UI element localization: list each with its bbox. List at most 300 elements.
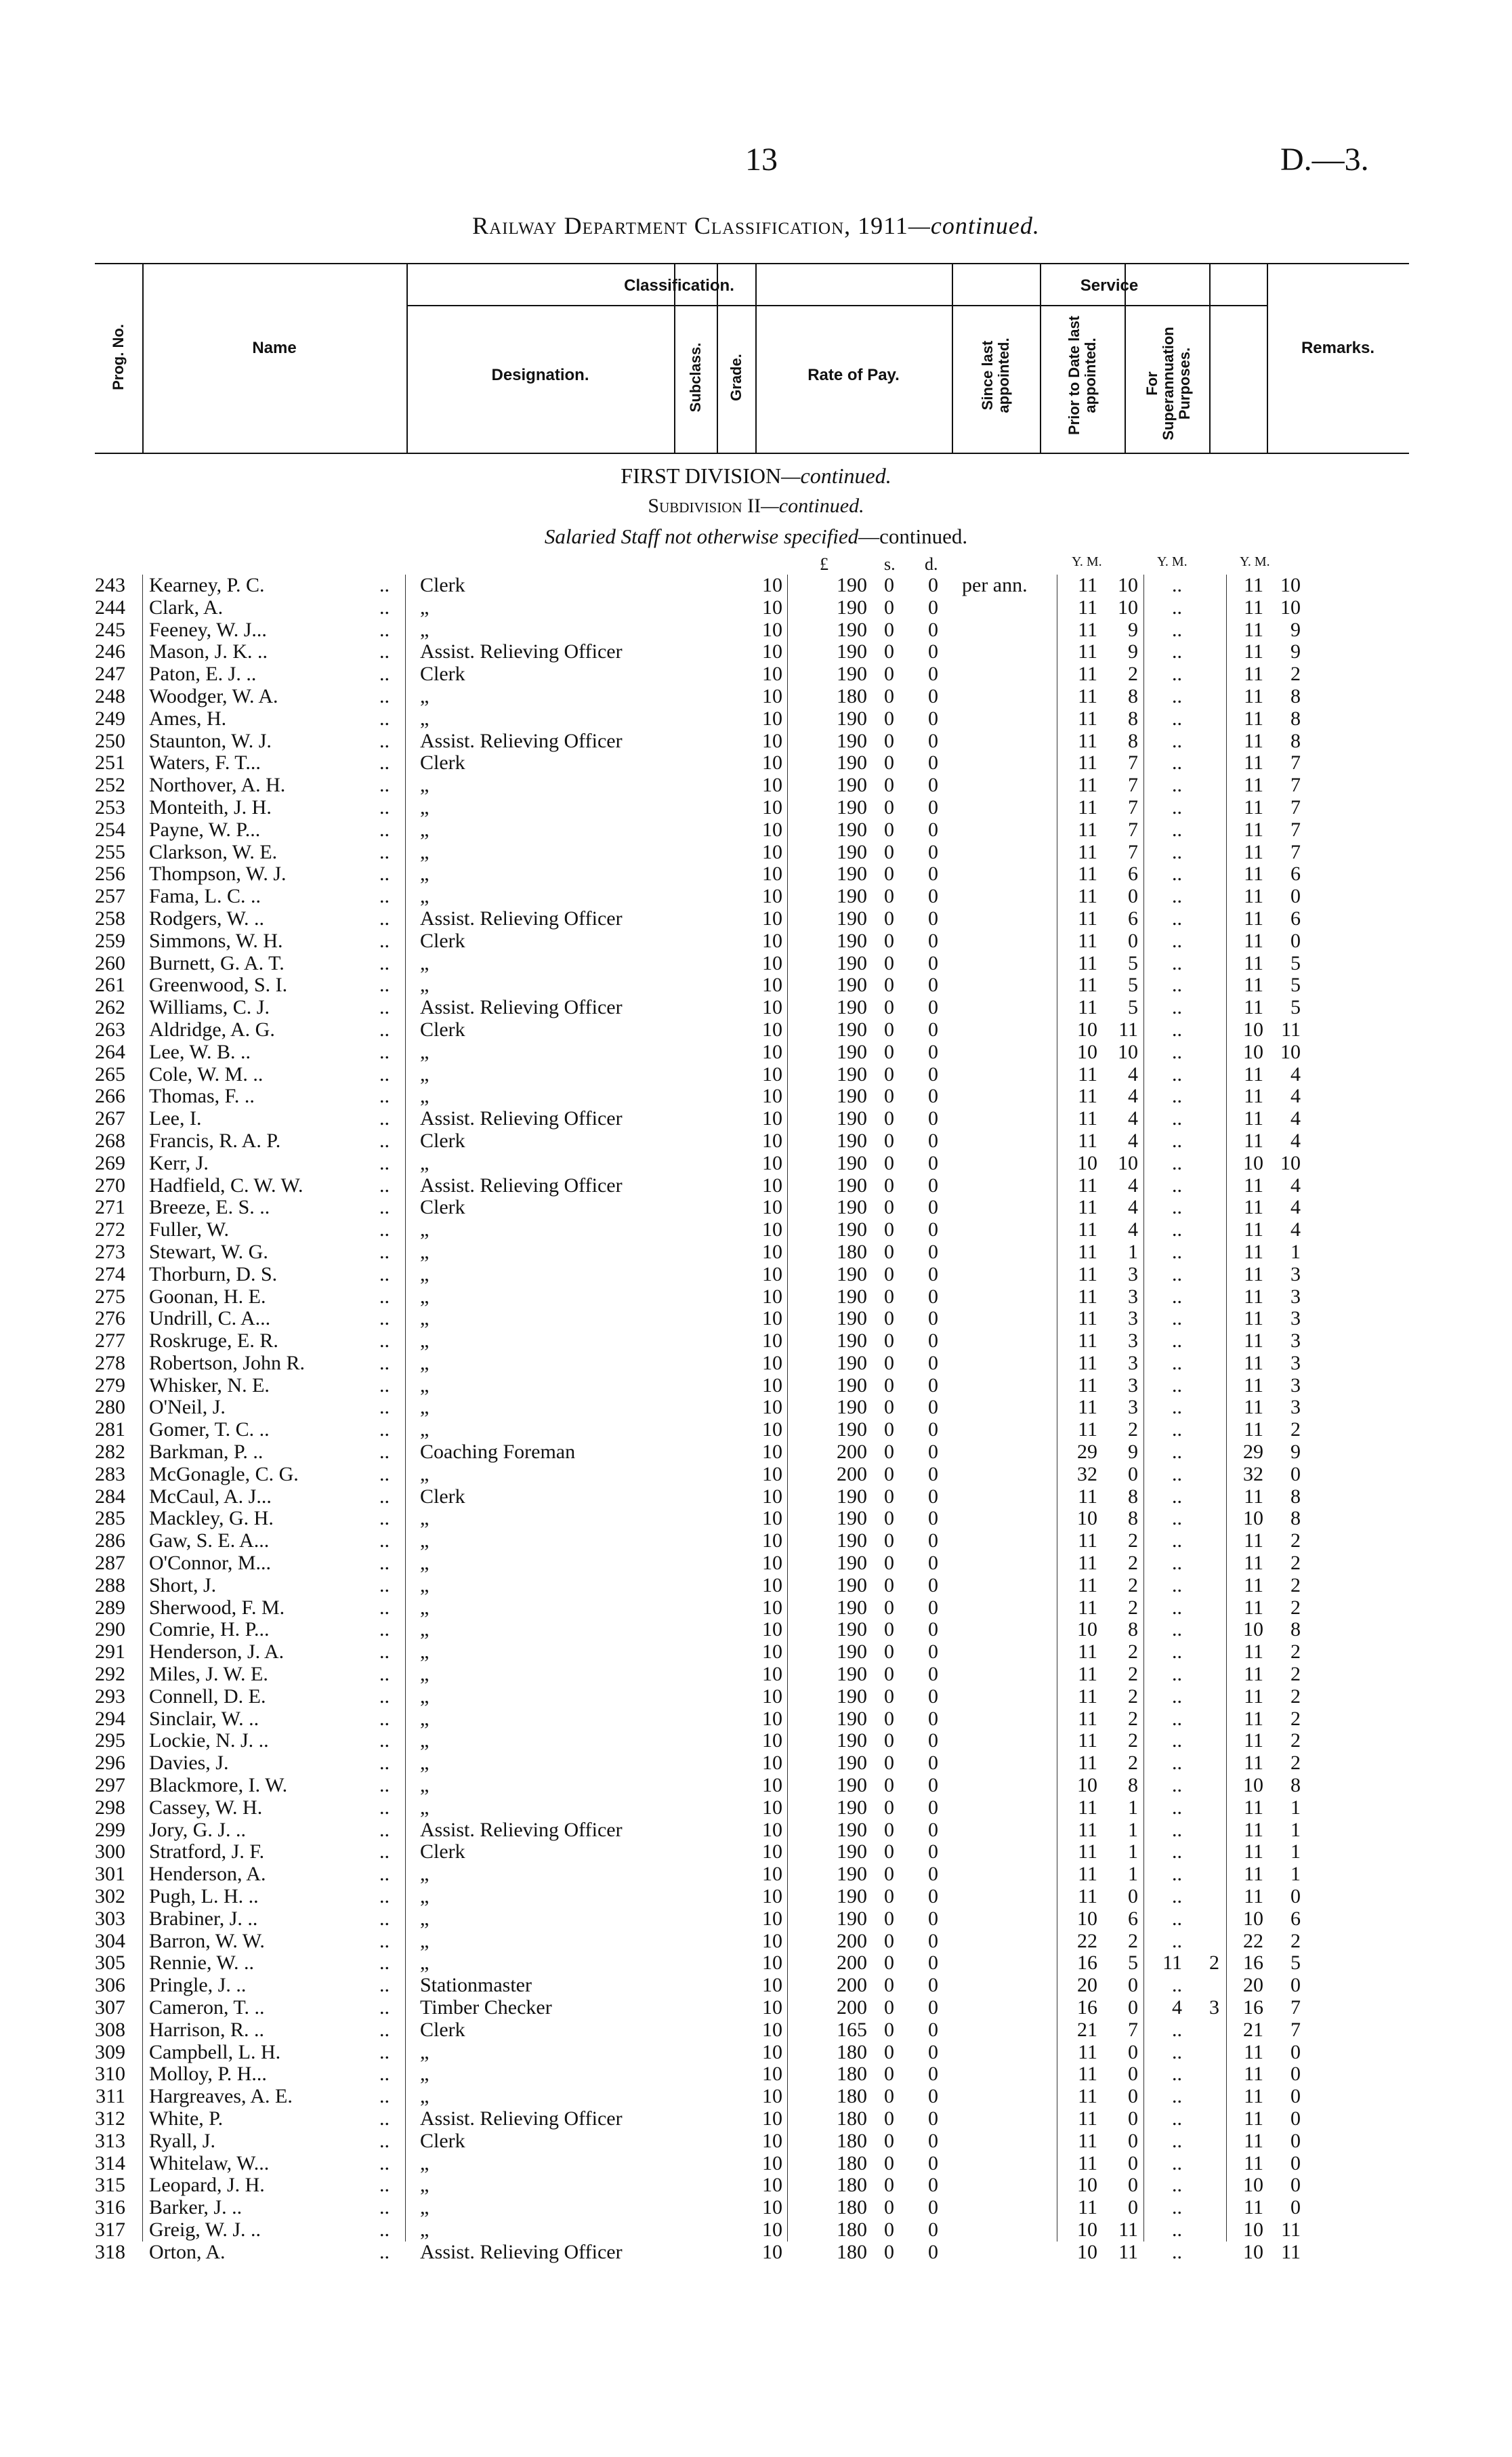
table-row xyxy=(88,1353,1389,1375)
staff-name: Thorburn, D. S. xyxy=(149,1262,278,1285)
designation: „ xyxy=(420,863,429,886)
leader-dots: .. xyxy=(379,640,390,663)
pay-pounds: 190 xyxy=(837,1374,867,1397)
prior-years: .. xyxy=(1172,2018,1182,2041)
pay-pence: 0 xyxy=(928,1552,938,1575)
super-months: 11 xyxy=(1281,2218,1301,2241)
super-months: 11 xyxy=(1281,2240,1301,2263)
unit-ym-since: Y. M. xyxy=(1072,554,1102,569)
leader-dots: .. xyxy=(379,2040,390,2063)
grade: 10 xyxy=(762,1707,782,1730)
designation: „ xyxy=(420,1062,429,1086)
table-row xyxy=(88,1997,1389,2019)
grade: 10 xyxy=(762,840,782,863)
staff-name: Cole, W. M. .. xyxy=(149,1062,264,1086)
prior-years: .. xyxy=(1172,2085,1182,2108)
leader-dots: .. xyxy=(379,663,390,686)
since-years: 11 xyxy=(1078,840,1097,863)
super-months: 5 xyxy=(1290,951,1301,974)
staff-name: Henderson, A. xyxy=(149,1863,266,1886)
grade: 10 xyxy=(762,2240,782,2263)
subdivision-text: Subdivision II xyxy=(648,495,761,517)
prog-no: 271 xyxy=(95,1196,125,1219)
table-row xyxy=(88,997,1389,1019)
since-years: 11 xyxy=(1078,1552,1097,1575)
staff-name: Molloy, P. H... xyxy=(149,2063,267,2086)
grade: 10 xyxy=(762,1374,782,1397)
prior-years: .. xyxy=(1172,574,1182,596)
staff-name: Staunton, W. J. xyxy=(149,729,272,752)
grade: 10 xyxy=(762,1774,782,1797)
grade: 10 xyxy=(762,1151,782,1174)
staff-name: Brabiner, J. .. xyxy=(149,1907,258,1930)
super-months: 5 xyxy=(1290,996,1301,1019)
prog-no: 259 xyxy=(95,929,125,952)
since-years: 10 xyxy=(1077,2240,1097,2263)
staff-name: Short, J. xyxy=(149,1573,217,1596)
pay-pence: 0 xyxy=(928,840,938,863)
super-months: 10 xyxy=(1280,1040,1301,1063)
table-row xyxy=(88,1464,1389,1486)
pay-shillings: 0 xyxy=(884,1752,894,1775)
pay-shillings: 0 xyxy=(884,1907,894,1930)
units-row xyxy=(88,554,1389,575)
prog-no: 316 xyxy=(95,2196,125,2219)
super-years: 11 xyxy=(1244,929,1263,952)
pay-shillings: 0 xyxy=(884,1107,894,1130)
super-months: 0 xyxy=(1290,2063,1301,2086)
super-months: 4 xyxy=(1290,1218,1301,1241)
super-months: 1 xyxy=(1290,1796,1301,1819)
leader-dots: .. xyxy=(379,907,390,930)
since-years: 11 xyxy=(1078,996,1097,1019)
pay-pounds: 190 xyxy=(837,1218,867,1241)
table-row xyxy=(88,930,1389,953)
since-years: 11 xyxy=(1078,2040,1097,2063)
prior-years: .. xyxy=(1172,1396,1182,1419)
pay-pence: 0 xyxy=(928,1752,938,1775)
staff-name: Rodgers, W. .. xyxy=(149,907,265,930)
staff-name: Greig, W. J. .. xyxy=(149,2218,261,2241)
grade: 10 xyxy=(762,2107,782,2130)
since-months: 7 xyxy=(1128,796,1138,819)
pay-pounds: 190 xyxy=(837,1818,867,1841)
prog-no: 302 xyxy=(95,1885,125,1908)
super-months: 6 xyxy=(1290,907,1301,930)
super-months: 1 xyxy=(1290,1863,1301,1886)
table-row xyxy=(88,974,1389,997)
pay-pence: 0 xyxy=(928,707,938,730)
super-months: 2 xyxy=(1290,1729,1301,1752)
pay-pence: 0 xyxy=(928,1196,938,1219)
since-years: 11 xyxy=(1078,663,1097,686)
prog-no: 276 xyxy=(95,1307,125,1330)
since-months: 4 xyxy=(1128,1218,1138,1241)
super-months: 7 xyxy=(1290,774,1301,797)
since-months: 2 xyxy=(1128,1752,1138,1775)
grade: 10 xyxy=(762,663,782,686)
pay-pounds: 180 xyxy=(837,2151,867,2174)
pay-shillings: 0 xyxy=(884,1441,894,1464)
staff-table xyxy=(88,575,1389,2264)
table-row xyxy=(88,2042,1389,2064)
pay-shillings: 0 xyxy=(884,1218,894,1241)
table-row xyxy=(88,1308,1389,1330)
designation: Assist. Relieving Officer xyxy=(420,996,623,1019)
pay-pounds: 190 xyxy=(837,1507,867,1530)
prior-years: .. xyxy=(1172,1374,1182,1397)
table-row xyxy=(88,1197,1389,1219)
since-years: 11 xyxy=(1078,684,1097,707)
super-years: 11 xyxy=(1244,2063,1263,2086)
grade: 10 xyxy=(762,574,782,596)
pay-shillings: 0 xyxy=(884,596,894,619)
pay-pounds: 200 xyxy=(837,1974,867,1997)
since-years: 11 xyxy=(1078,1596,1097,1619)
since-years: 11 xyxy=(1078,1863,1097,1886)
staff-name: Lockie, N. J. .. xyxy=(149,1729,269,1752)
pay-pounds: 190 xyxy=(837,1085,867,1108)
since-months: 9 xyxy=(1128,640,1138,663)
table-row xyxy=(88,1730,1389,1752)
pay-pence: 0 xyxy=(928,2196,938,2219)
designation: Assist. Relieving Officer xyxy=(420,1818,623,1841)
prog-no: 286 xyxy=(95,1529,125,1552)
since-months: 2 xyxy=(1128,1418,1138,1441)
super-years: 11 xyxy=(1244,1174,1263,1197)
since-months: 10 xyxy=(1118,596,1138,619)
grade: 10 xyxy=(762,1618,782,1641)
since-years: 11 xyxy=(1078,1374,1097,1397)
super-months: 9 xyxy=(1290,618,1301,641)
since-months: 10 xyxy=(1118,574,1138,596)
prog-no: 317 xyxy=(95,2218,125,2241)
super-months: 3 xyxy=(1290,1285,1301,1308)
super-years: 11 xyxy=(1244,1418,1263,1441)
super-months: 3 xyxy=(1290,1396,1301,1419)
super-years: 11 xyxy=(1244,885,1263,908)
prog-no: 257 xyxy=(95,885,125,908)
pay-shillings: 0 xyxy=(884,1262,894,1285)
subdivision-cont: —continued. xyxy=(761,495,864,517)
pay-pence: 0 xyxy=(928,1240,938,1263)
prior-years: .. xyxy=(1172,1752,1182,1775)
pay-shillings: 0 xyxy=(884,2085,894,2108)
designation: „ xyxy=(420,1618,429,1641)
pay-shillings: 0 xyxy=(884,1818,894,1841)
pay-pounds: 190 xyxy=(837,1351,867,1374)
leader-dots: .. xyxy=(379,618,390,641)
prior-years: .. xyxy=(1172,1552,1182,1575)
table-row xyxy=(88,1130,1389,1153)
designation: Clerk xyxy=(420,1196,465,1219)
prog-no: 299 xyxy=(95,1818,125,1841)
super-months: 3 xyxy=(1290,1351,1301,1374)
prior-years: 11 xyxy=(1162,1952,1182,1975)
designation: Clerk xyxy=(420,751,465,775)
pay-shillings: 0 xyxy=(884,2196,894,2219)
super-months: 2 xyxy=(1290,1752,1301,1775)
since-years: 11 xyxy=(1078,1796,1097,1819)
header-since-last: Since last appointed. xyxy=(979,337,1012,413)
since-months: 2 xyxy=(1128,1729,1138,1752)
super-years: 11 xyxy=(1244,1796,1263,1819)
grade: 10 xyxy=(762,1974,782,1997)
table-row xyxy=(88,1597,1389,1619)
pay-pence: 0 xyxy=(928,1796,938,1819)
pay-pounds: 190 xyxy=(837,1485,867,1508)
super-months: 8 xyxy=(1290,707,1301,730)
staff-name: Clark, A. xyxy=(149,596,224,619)
super-years: 11 xyxy=(1244,1529,1263,1552)
leader-dots: .. xyxy=(379,1374,390,1397)
grade: 10 xyxy=(762,1640,782,1664)
pay-shillings: 0 xyxy=(884,2240,894,2263)
grade: 10 xyxy=(762,863,782,886)
super-months: 3 xyxy=(1290,1374,1301,1397)
table-row xyxy=(88,1775,1389,1797)
prior-years: .. xyxy=(1172,885,1182,908)
since-years: 11 xyxy=(1078,1285,1097,1308)
since-months: 0 xyxy=(1128,2151,1138,2174)
table-row xyxy=(88,1863,1389,1886)
super-months: 3 xyxy=(1290,1307,1301,1330)
leader-dots: .. xyxy=(379,1507,390,1530)
since-months: 3 xyxy=(1128,1262,1138,1285)
super-months: 6 xyxy=(1290,1907,1301,1930)
header-classification: Classification. xyxy=(624,276,734,295)
pay-shillings: 0 xyxy=(884,951,894,974)
since-months: 11 xyxy=(1118,1018,1138,1041)
pay-shillings: 0 xyxy=(884,1507,894,1530)
super-years: 11 xyxy=(1244,1396,1263,1419)
since-years: 11 xyxy=(1078,1107,1097,1130)
designation: „ xyxy=(420,2040,429,2063)
prog-no: 296 xyxy=(95,1752,125,1775)
designation: „ xyxy=(420,1685,429,1708)
prog-no: 244 xyxy=(95,596,125,619)
since-months: 0 xyxy=(1128,2196,1138,2219)
super-months: 8 xyxy=(1290,1618,1301,1641)
prior-years: .. xyxy=(1172,707,1182,730)
staff-name: Paton, E. J. .. xyxy=(149,663,257,686)
pay-pence: 0 xyxy=(928,885,938,908)
prior-years: .. xyxy=(1172,2240,1182,2263)
prior-years: .. xyxy=(1172,1573,1182,1596)
staff-name: Greenwood, S. I. xyxy=(149,974,288,997)
prior-years: .. xyxy=(1172,1196,1182,1219)
pay-pounds: 190 xyxy=(837,840,867,863)
prior-years: .. xyxy=(1172,2218,1182,2241)
designation: „ xyxy=(420,1151,429,1174)
designation: Clerk xyxy=(420,2018,465,2041)
super-years: 11 xyxy=(1244,2196,1263,2219)
table-row xyxy=(88,2086,1389,2108)
grade: 10 xyxy=(762,1107,782,1130)
prog-no: 289 xyxy=(95,1596,125,1619)
since-years: 11 xyxy=(1078,618,1097,641)
leader-dots: .. xyxy=(379,1462,390,1485)
table-row xyxy=(88,1641,1389,1664)
designation: „ xyxy=(420,684,429,707)
leader-dots: .. xyxy=(379,1018,390,1041)
super-years: 11 xyxy=(1244,707,1263,730)
designation: „ xyxy=(420,2196,429,2219)
prog-no: 274 xyxy=(95,1262,125,1285)
grade: 10 xyxy=(762,1907,782,1930)
super-months: 11 xyxy=(1281,1018,1301,1041)
grade: 10 xyxy=(762,774,782,797)
super-years: 11 xyxy=(1244,1663,1263,1686)
grade: 10 xyxy=(762,1552,782,1575)
prior-years: .. xyxy=(1172,1974,1182,1997)
prog-no: 243 xyxy=(95,574,125,596)
staff-name: Stewart, W. G. xyxy=(149,1240,268,1263)
pay-shillings: 0 xyxy=(884,1707,894,1730)
staff-name: Northover, A. H. xyxy=(149,774,286,797)
grade: 10 xyxy=(762,1040,782,1063)
staff-name: Hadfield, C. W. W. xyxy=(149,1174,303,1197)
pay-shillings: 0 xyxy=(884,1085,894,1108)
pay-shillings: 0 xyxy=(884,1663,894,1686)
leader-dots: .. xyxy=(379,1240,390,1263)
prog-no: 280 xyxy=(95,1396,125,1419)
grade: 10 xyxy=(762,684,782,707)
designation: „ xyxy=(420,1396,429,1419)
designation: „ xyxy=(420,1863,429,1886)
pay-pence: 0 xyxy=(928,618,938,641)
pay-pounds: 190 xyxy=(837,818,867,841)
staff-name: Burnett, G. A. T. xyxy=(149,951,285,974)
pay-pence: 0 xyxy=(928,1307,938,1330)
pay-shillings: 0 xyxy=(884,885,894,908)
pay-pence: 0 xyxy=(928,1663,938,1686)
pay-shillings: 0 xyxy=(884,1573,894,1596)
table-row xyxy=(88,663,1389,686)
prog-no: 281 xyxy=(95,1418,125,1441)
designation: „ xyxy=(420,774,429,797)
prog-no: 250 xyxy=(95,729,125,752)
since-months: 0 xyxy=(1128,2107,1138,2130)
table-row xyxy=(88,1108,1389,1130)
table-row xyxy=(88,908,1389,930)
super-months: 2 xyxy=(1290,1418,1301,1441)
pay-pence: 0 xyxy=(928,1441,938,1464)
designation: „ xyxy=(420,1462,429,1485)
pay-shillings: 0 xyxy=(884,663,894,686)
super-years: 22 xyxy=(1243,1929,1263,1952)
super-months: 1 xyxy=(1290,1818,1301,1841)
super-years: 29 xyxy=(1243,1441,1263,1464)
staff-name: Gaw, S. E. A... xyxy=(149,1529,270,1552)
table-row xyxy=(88,1486,1389,1508)
since-months: 7 xyxy=(1128,2018,1138,2041)
pay-pence: 0 xyxy=(928,1996,938,2019)
staff-name: Cameron, T. .. xyxy=(149,1996,265,2019)
pay-pence: 0 xyxy=(928,684,938,707)
pay-shillings: 0 xyxy=(884,1285,894,1308)
pay-pence: 0 xyxy=(928,1596,938,1619)
leader-dots: .. xyxy=(379,1618,390,1641)
super-months: 0 xyxy=(1290,2107,1301,2130)
prog-no: 311 xyxy=(96,2085,125,2108)
grade: 10 xyxy=(762,1262,782,1285)
pay-pounds: 190 xyxy=(837,1618,867,1641)
designation: Assist. Relieving Officer xyxy=(420,2107,623,2130)
leader-dots: .. xyxy=(379,1107,390,1130)
since-months: 4 xyxy=(1128,1129,1138,1152)
pay-pence: 0 xyxy=(928,1151,938,1174)
super-months: 7 xyxy=(1290,818,1301,841)
designation: Clerk xyxy=(420,1018,465,1041)
super-months: 0 xyxy=(1290,1462,1301,1485)
designation: „ xyxy=(420,1329,429,1353)
pay-shillings: 0 xyxy=(884,2018,894,2041)
pay-pence: 0 xyxy=(928,1907,938,1930)
staff-name: Connell, D. E. xyxy=(149,1685,266,1708)
prog-no: 305 xyxy=(95,1952,125,1975)
prog-no: 268 xyxy=(95,1129,125,1152)
header-superannuation: For Superannuation Purposes. xyxy=(1143,327,1193,440)
prog-no: 313 xyxy=(95,2129,125,2152)
super-years: 11 xyxy=(1244,2129,1263,2152)
leader-dots: .. xyxy=(379,1441,390,1464)
pay-pence: 0 xyxy=(928,1952,938,1975)
pay-shillings: 0 xyxy=(884,1396,894,1419)
pay-pounds: 190 xyxy=(837,1796,867,1819)
since-years: 10 xyxy=(1077,1507,1097,1530)
since-months: 3 xyxy=(1128,1351,1138,1374)
since-months: 9 xyxy=(1128,618,1138,641)
leader-dots: .. xyxy=(379,2107,390,2130)
super-months: 0 xyxy=(1290,885,1301,908)
leader-dots: .. xyxy=(379,1329,390,1353)
designation: Assist. Relieving Officer xyxy=(420,1107,623,1130)
staff-name: Sinclair, W. .. xyxy=(149,1707,259,1730)
pay-shillings: 0 xyxy=(884,1529,894,1552)
grade: 10 xyxy=(762,1285,782,1308)
staff-name: Whisker, N. E. xyxy=(149,1374,270,1397)
leader-dots: .. xyxy=(379,1396,390,1419)
staff-name: Feeney, W. J... xyxy=(149,618,267,641)
super-months: 0 xyxy=(1290,929,1301,952)
prior-years: .. xyxy=(1172,2196,1182,2219)
designation: „ xyxy=(420,1529,429,1552)
pay-pence: 0 xyxy=(928,1218,938,1241)
staff-name: Mackley, G. H. xyxy=(149,1507,274,1530)
table-row xyxy=(88,1019,1389,1041)
super-years: 11 xyxy=(1244,1285,1263,1308)
per-annum: per ann. xyxy=(962,574,1028,596)
super-months: 2 xyxy=(1290,1663,1301,1686)
designation: „ xyxy=(420,1573,429,1596)
grade: 10 xyxy=(762,618,782,641)
prog-no: 266 xyxy=(95,1085,125,1108)
staff-name: Henderson, J. A. xyxy=(149,1640,285,1664)
super-years: 11 xyxy=(1244,751,1263,775)
pay-pounds: 180 xyxy=(837,1240,867,1263)
pay-pounds: 190 xyxy=(837,1729,867,1752)
designation: „ xyxy=(420,1707,429,1730)
pay-shillings: 0 xyxy=(884,1729,894,1752)
since-years: 11 xyxy=(1078,1218,1097,1241)
since-years: 11 xyxy=(1078,1707,1097,1730)
table-row xyxy=(88,1619,1389,1641)
since-years: 11 xyxy=(1078,974,1097,997)
pay-pence: 0 xyxy=(928,1085,938,1108)
pay-pence: 0 xyxy=(928,1418,938,1441)
super-years: 11 xyxy=(1244,1752,1263,1775)
